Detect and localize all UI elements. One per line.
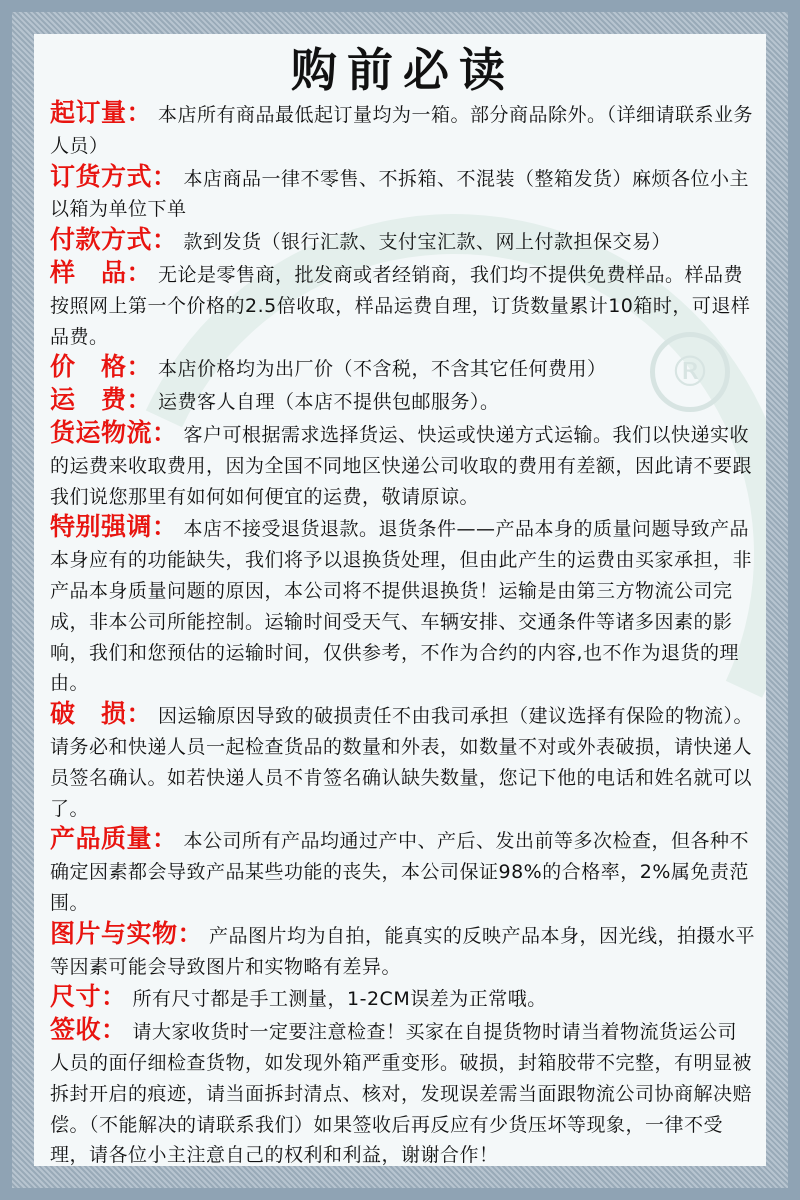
- section-text: 客户可根据需求选择货运、快运或快递方式运输。我们以快递实收的运费来收取费用，因为全国不同地区快递公司收取的费用有差额，因此请不要跟我们说您那里有如何如何便宜的运费，敬请原谅。: [50, 423, 753, 508]
- section-logistics: [50, 418, 756, 512]
- section-damage: [50, 699, 756, 824]
- section-label: 破 损：: [50, 699, 153, 729]
- section-label: 签收：: [50, 1015, 127, 1045]
- section-text: 所有尺寸都是手工测量，1-2CM误差为正常哦。: [132, 988, 547, 1011]
- section-price: [50, 352, 756, 385]
- section-label: 付款方式：: [50, 225, 178, 255]
- notice-content: [50, 34, 756, 1166]
- section-shipping-fee: [50, 385, 756, 418]
- section-label: 尺寸：: [50, 982, 127, 1012]
- section-text: 款到发货（银行汇款、支付宝汇款、网上付款担保交易）: [183, 231, 672, 254]
- section-label: 特别强调：: [50, 512, 178, 542]
- section-payment: [50, 225, 756, 258]
- section-samples: [50, 258, 756, 352]
- section-text: 本店所有商品最低起订量均为一箱。部分商品除外。（详细请联系业务人员）: [50, 104, 754, 157]
- section-text: 请大家收货时一定要注意检查！买家在自提货物时请当着物流货运公司人员的面仔细检查货物，如发现外箱严重变形。破损，封箱胶带不完整，有明显被拆封开启的痕迹，请当面拆封清点、核对，发现误差需当面跟物流公司协商解决赔偿。（不能解决的请联系我们）如果签收后再反应有少货压坏等现象，一律不受理，请各位小主注意自己的权利和利益，谢谢合作！: [50, 1021, 753, 1166]
- registered-watermark: ®: [650, 332, 730, 412]
- section-size: [50, 982, 756, 1015]
- section-text: 无论是零售商，批发商或者经销商，我们均不提供免费样品。样品费按照网上第一个价格的2.5倍收取，样品运费自理，订货数量累计10箱时，可退样品费。: [50, 263, 751, 348]
- section-text: 产品图片均为自拍，能真实的反映产品本身，因光线，拍摄水平等因素可能会导致图片和实物略有差异。: [50, 924, 756, 978]
- section-special-note: [50, 512, 756, 699]
- section-order-method: [50, 162, 756, 226]
- section-label: 运 费：: [50, 385, 153, 415]
- section-label: 产品质量：: [50, 824, 178, 854]
- section-quality: [50, 824, 756, 918]
- section-label: 价 格：: [50, 352, 153, 382]
- notice-panel: [34, 34, 766, 1166]
- section-receipt: [50, 1015, 756, 1166]
- section-text: 本店商品一律不零售、不拆箱、不混装（整箱发货）麻烦各位小主以箱为单位下单: [50, 167, 750, 221]
- section-label: 订货方式：: [50, 161, 178, 191]
- section-text: 本店价格均为出厂价（不含税，不含其它任何费用）: [158, 358, 607, 381]
- section-text: 因运输原因导致的破损责任不由我司承担（建议选择有保险的物流）。请务必和快递人员一起检查货品的数量和外表，如数量不对或外表破损，请快递人员签名确认。如若快递人员不肯签名确认缺失数量，您记下他的电话和姓名就可以了。: [50, 705, 754, 820]
- section-label: 货运物流：: [50, 417, 178, 447]
- section-min-order: [50, 98, 756, 162]
- section-photos: [50, 919, 756, 983]
- page-title: 购前必读: [291, 43, 515, 97]
- section-text: 本店不接受退货退款。退货条件——产品本身的质量问题导致产品本身应有的功能缺失，我们将予以退换货处理，但由此产生的运费由买家承担，非产品本身质量问题的原因，本公司将不提供退换货！运输是由第三方物流公司完成，非本公司所能控制。运输时间受天气、车辆安排、交通条件等诸多因素的影响，我们和您预估的运输时间，仅供参考，不作为合约的内容,也不作为退货的理由。: [50, 518, 753, 695]
- section-label: 图片与实物：: [50, 918, 204, 948]
- section-text: 本公司所有产品均通过产中、产后、发出前等多次检查，但各种不确定因素都会导致产品某些功能的丧失，本公司保证98%的合格率，2%属免责范围。: [50, 830, 750, 914]
- section-label: 起订量：: [50, 98, 153, 127]
- section-label: 样 品：: [50, 257, 153, 287]
- section-text: 运费客人自理（本店不提供包邮服务）。: [158, 391, 500, 414]
